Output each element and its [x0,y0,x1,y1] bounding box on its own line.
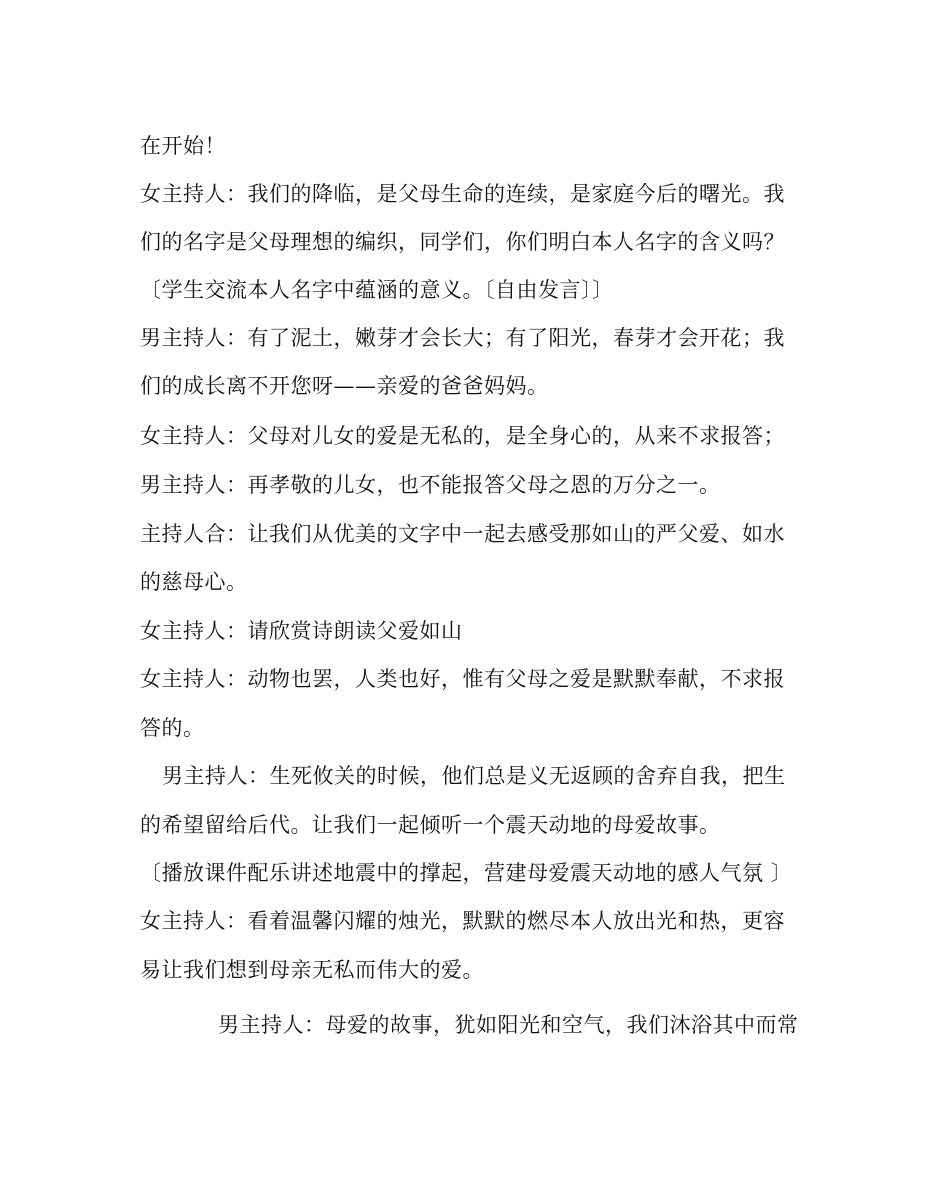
text-line-16: 〔播放课件配乐讲述地震中的撑起，营建母爱震天动地的感人气氛 〕 [140,861,793,885]
text-line-6: 们的成长离不开您呀——亲爱的爸爸妈妈。 [140,374,549,398]
text-line-14: 男主持人：生死攸关的时候，他们总是义无返顾的舍弃自我，把生 [162,764,786,788]
text-line-7: 女主持人：父母对儿女的爱是无私的，是全身心的，从来不求报答； [140,424,785,448]
text-line-13: 答的。 [140,716,205,740]
text-line-9: 主持人合：让我们从优美的文字中一起去感受那如山的严父爱、如水 [140,522,785,546]
text-line-17: 女主持人：看着温馨闪耀的烛光，默默的燃尽本人放出光和热，更容 [140,909,785,933]
text-line-2: 女主持人：我们的降临，是父母生命的连续，是家庭今后的曙光。我 [140,182,785,206]
text-line-5: 男主持人：有了泥土，嫩芽才会长大；有了阳光，春芽才会开花；我 [140,326,785,350]
text-line-1: 在开始！ [140,134,226,158]
text-line-11: 女主持人：请欣赏诗朗读父爱如山 [140,619,463,643]
text-line-4: 〔学生交流本人名字中蕴涵的意义。〔自由发言〕〕 [140,278,614,302]
text-line-19: 男主持人：母爱的故事，犹如阳光和空气，我们沐浴其中而常 [218,1013,799,1037]
text-line-10: 的慈母心。 [140,570,248,594]
text-line-15: 的希望留给后代。让我们一起倾听一个震天动地的母爱故事。 [140,813,721,837]
text-line-18: 易让我们想到母亲无私而伟大的爱。 [140,958,484,982]
text-line-12: 女主持人：动物也罢，人类也好，惟有父母之爱是默默奉献，不求报 [140,667,785,691]
text-line-8: 男主持人：再孝敬的儿女，也不能报答父母之恩的万分之一。 [140,473,721,497]
text-line-3: 们的名字是父母理想的编织，同学们，你们明白本人名字的含义吗？ [140,230,785,254]
